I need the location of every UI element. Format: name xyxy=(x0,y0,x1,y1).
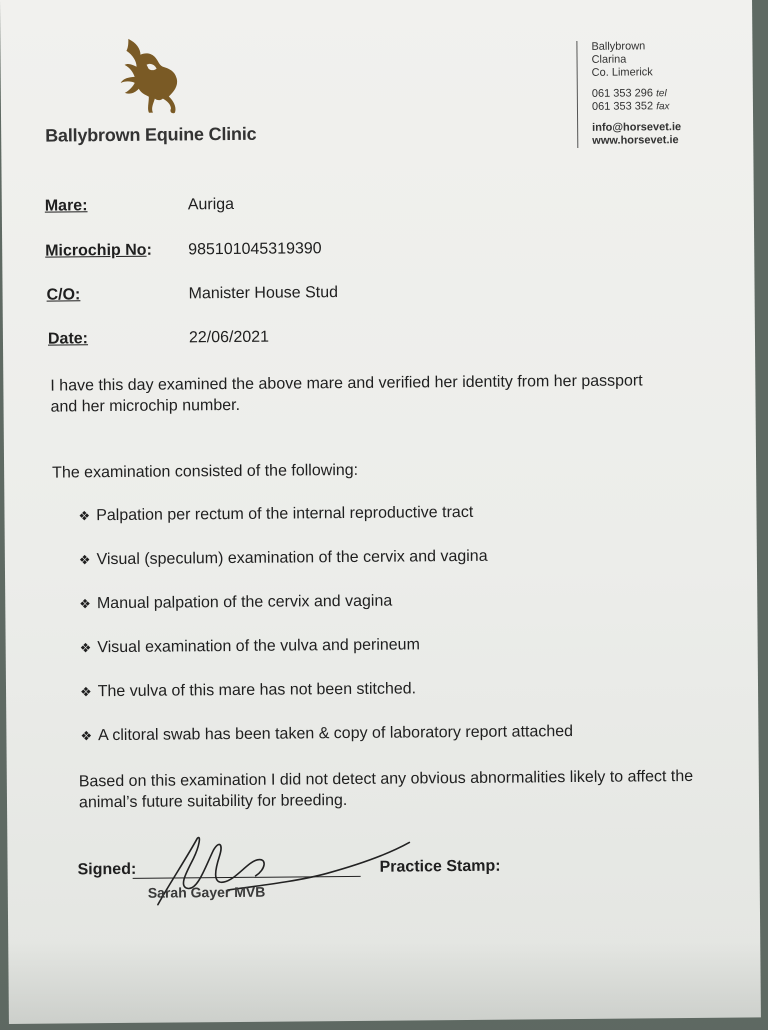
fax-label: fax xyxy=(656,101,670,113)
exam-item-text: A clitoral swab has been taken & copy of laboratory report attached xyxy=(98,723,574,745)
bullet-icon: ❖ xyxy=(80,728,93,744)
exam-item-6 xyxy=(80,723,573,745)
co-label: C/O: xyxy=(46,286,81,304)
exam-item-text: Visual examination of the vulva and perineum xyxy=(97,636,420,657)
address-line-3: Co. Limerick xyxy=(591,66,653,79)
conclusion-paragraph xyxy=(79,766,694,813)
mare-value: Auriga xyxy=(187,195,235,214)
exam-item-5 xyxy=(80,680,416,701)
co-value: Manister House Stud xyxy=(188,284,339,303)
bullet-icon: ❖ xyxy=(79,640,92,656)
exam-item-text: Manual palpation of the cervix and vagina xyxy=(96,592,393,613)
website-link: www.horsevet.ie xyxy=(592,134,679,147)
exam-heading: The examination consisted of the following: xyxy=(52,461,359,482)
address-line-2: Clarina xyxy=(591,53,627,66)
intro-line-2: and her microchip number. xyxy=(50,396,241,416)
signed-label: Signed: xyxy=(77,860,137,879)
bullet-icon: ❖ xyxy=(79,684,92,700)
intro-paragraph xyxy=(50,370,643,417)
conclusion-line-2: animal’s future suitability for breeding. xyxy=(78,792,348,812)
page-shadow xyxy=(0,940,768,1030)
practice-stamp-label: Practice Stamp: xyxy=(379,857,501,876)
exam-item-2 xyxy=(79,548,488,570)
date-value: 22/06/2021 xyxy=(188,328,270,347)
address-line-1: Ballybrown xyxy=(591,40,646,53)
intro-line-1: I have this day examined the above mare and verified her identity from her passport xyxy=(50,372,643,395)
microchip-label: Microchip No xyxy=(45,241,147,260)
exam-item-text: Visual (speculum) examination of the cervix and vagina xyxy=(96,547,488,569)
horse-logo-icon xyxy=(110,34,193,117)
phone-number: 061 353 296 xyxy=(591,87,654,100)
exam-item-text: The vulva of this mare has not been stitched. xyxy=(97,680,417,701)
phone-label: tel xyxy=(656,88,667,100)
fax-number: 061 353 352 xyxy=(591,100,654,113)
microchip-colon: : xyxy=(146,241,152,259)
microchip-label-group xyxy=(45,242,152,261)
email-link: info@horsevet.ie xyxy=(592,121,682,134)
phone-line xyxy=(592,87,681,101)
exam-item-text: Palpation per rectum of the internal reproductive tract xyxy=(96,503,474,525)
bullet-icon: ❖ xyxy=(78,552,91,568)
signer-name: Sarah Gayer MVB xyxy=(147,883,266,901)
exam-item-1 xyxy=(78,504,473,525)
date-label: Date: xyxy=(47,330,89,348)
fax-line xyxy=(592,100,681,114)
exam-item-3 xyxy=(79,593,392,614)
bullet-icon: ❖ xyxy=(79,596,91,612)
clinic-name: Ballybrown Equine Clinic xyxy=(45,123,257,146)
clinic-contact-block xyxy=(576,40,681,148)
conclusion-line-1: Based on this examination I did not detect any obvious abnormalities likely to affect the xyxy=(78,767,694,791)
bullet-icon: ❖ xyxy=(78,508,91,524)
mare-label: Mare: xyxy=(44,197,88,215)
microchip-value: 985101045319390 xyxy=(188,240,322,259)
exam-item-4 xyxy=(80,636,420,657)
